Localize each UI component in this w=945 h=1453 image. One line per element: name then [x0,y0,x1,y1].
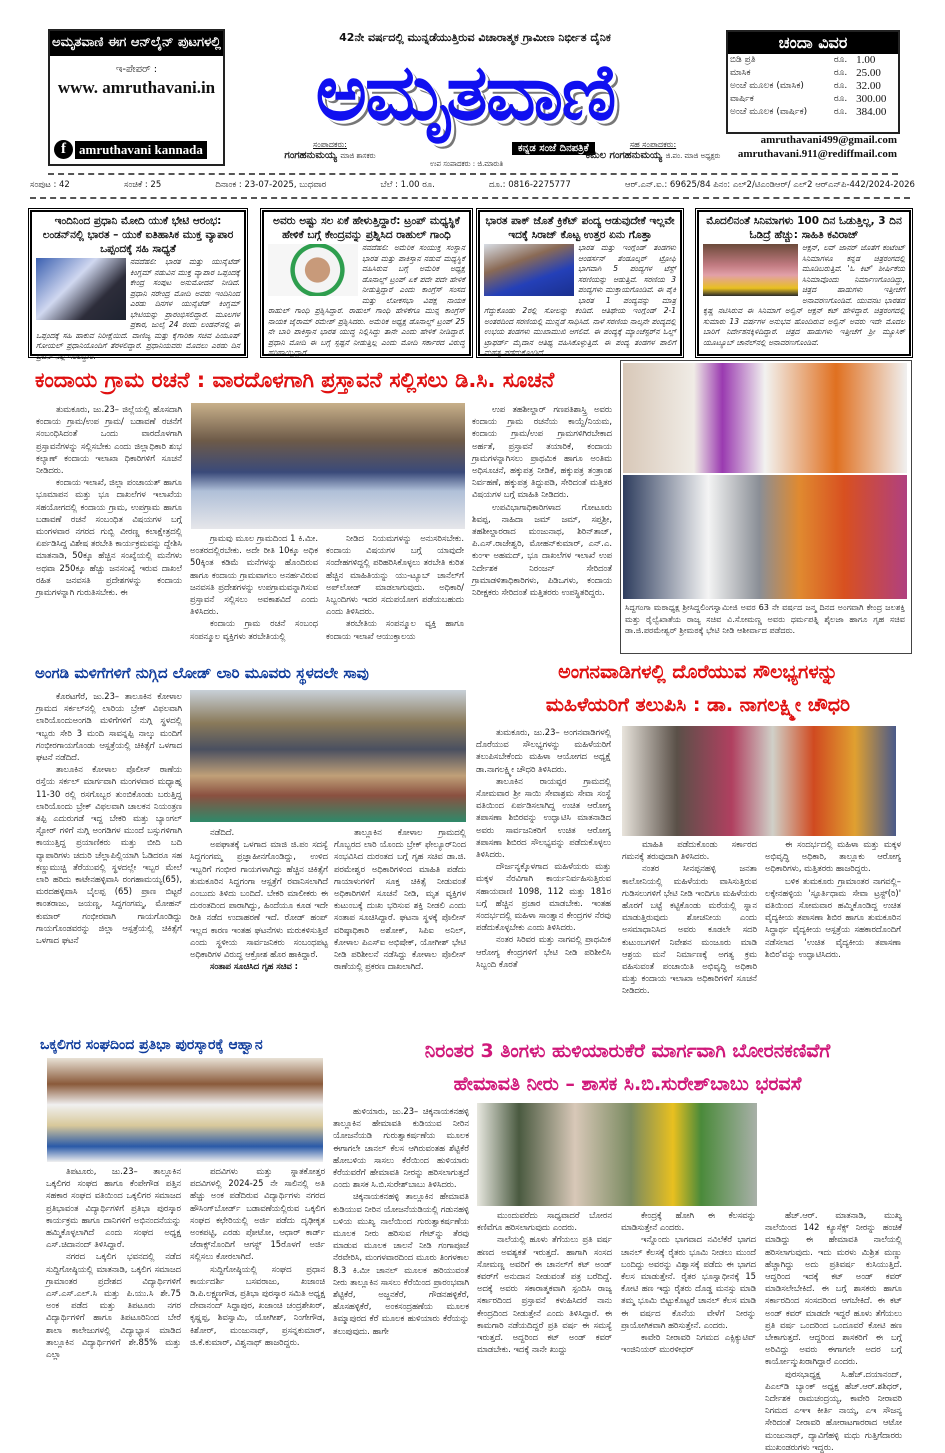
paragraph: ಕಂದಾಯ ಗ್ರಾಮ ರಚನೆ ಸಂಬಂಧ ಸಂಪನ್ಮೂಲ ವ್ಯಕ್ತಿಗಳು ತರಬೇತಿಯಲ್ಲಿ [190,618,318,641]
paragraph: ದೌರ್ಜನ್ಯಕ್ಕೊಳಗಾದ ಮಹಿಳೆಯರು ಮತ್ತು ಮಕ್ಕಳ ನೆರವಿಗಾಗಿ ಕಾರ್ಯನಿರ್ವಹಿಸುತ್ತಿರುವ ಸಹಾಯವಾಣಿ 1098, 112 ಮತ್ತು 181ರ ಬಗ್ಗೆ ಹೆಚ್ಚಿನ ಪ್ರಚಾರ ಮಾಡಬೇಕು. ಇಂತಹ ಸಂದರ್ಭದಲ್ಲಿ ಮಹಿಳಾ ಸಾಂತ್ವಾನ ಕೇಂದ್ರಗಳ ನೆರವು ಪಡೆದುಕೊಳ್ಳಬೇಕು ಎಂದು ತಿಳಿಸಿದರು. [476,861,611,933]
story2-column [190,826,328,1028]
paragraph: ನಂತರ ಸಿರಿವರ ಮತ್ತು ನಾಗವಲ್ಲಿ ಪ್ರಾಥಮಿಕ ಆರೋಗ್ಯ ಕೇಂದ್ರಗಳಿಗೆ ಭೇಟಿ ನೀಡಿ ಪರಿಶೀಲಿಸಿ ಸಿಬ್ಬಂದಿ ಕೊರತೆ [476,934,611,969]
paragraph: ನಂತರ ಸೀನಪ್ಪನಹಳ್ಳಿ ಜನತಾ ಕಾಲೋನಿಯಲ್ಲಿ ಮಹಿಳೆಯರು ವಾಸಿಸುತ್ತಿರುವ ಗುಡಿಸಲುಗಳಿಗೆ ಭೇಟಿ ನೀಡಿ ಇಂದಿಗೂ ಮಹಿಳೆಯರು ಹೊರಗೆ ಬಟ್ಟೆ ಕಟ್ಟಿಕೊಂಡು ಮರೆಯಲ್ಲಿ ಸ್ನಾನ ಮಾಡುತ್ತಿರುವುದು ಶೋಚನೀಯ ಎಂದು ಅಸಮಾಧಾನಿಸಿದ ಅವರು ಕೂಡಲೇ ಸದರಿ ಕುಟುಂಬಗಳಿಗೆ ನಿವೇಶನ ಮಂಜೂರು ಮಾಡಿ ಆಶ್ರಯ ಮನೆ ನಿರ್ಮಾಣಕ್ಕೆ ಅಗತ್ಯ ಕ್ರಮ ವಹಿಸುವಂತೆ ಪಂಚಾಯಿತಿ ಅಭಿವೃದ್ಧಿ ಅಧಿಕಾರಿ ಮತ್ತು ಕಂದಾಯ ಇಲಾಖಾ ಅಧಿಕಾರಿಗಳಿಗೆ ಸೂಚನೆ ನೀಡಿದರು. [622,863,757,996]
issue-number: ಸಂಚಿಕೆ : 25 [124,180,162,190]
editor-note: ಮಾಜಿ ಶಾಸಕರು [340,152,376,160]
facebook-icon: f [54,140,73,159]
coeditor-note: ಜಿ.ಪಂ. ಮಾಜಿ ಅಧ್ಯಕ್ಷರು [665,152,721,160]
sub-label: ಮಾಸಿಕ [730,68,751,78]
sub-currency: ರೂ. [833,55,848,65]
top-story-body: ನವದೆಹಲಿ: ಭಾರತ ಮತ್ತು ಯುನೈಟೆಡ್ ಕಿಂಗ್ಡಮ್ ನಡುವಿನ ಮುಕ್ತ ವ್ಯಾಪಾರ ಒಪ್ಪಂದಕ್ಕೆ ಕೇಂದ್ರ ಸಂಪುಟ ಅನುಮೋದನೆ ನೀಡಿದೆ. ಪ್ರಧಾನಿ ನರೇಂದ್ರ ಮೋದಿ ಅವರು ಇಂದಿನಿಂದ ಎರಡು ದಿನಗಳ ಯುನೈಟೆಡ್ ಕಿಂಗ್ಡಮ್ ಭೇಟಿಯನ್ನು ಪ್ರಾರಂಭಿಸಲಿದ್ದಾರೆ. ಮೂಲಗಳ ಪ್ರಕಾರ, ಜುಲೈ 24 ರಂದು ಲಂಡನ್‌ನಲ್ಲಿ ಈ ಒಪ್ಪಂದಕ್ಕೆ ಸಹಿ ಹಾಕುವ ನಿರೀಕ್ಷೆಯಿದೆ. ವಾಣಿಜ್ಯ ಮತ್ತು ಕೈಗಾರಿಕಾ ಸಚಿವ ಪಿಯೂಷ್ ಗೋಯಲ್ ಪ್ರಧಾನಿಯೊಂದಿಗೆ ತೆರಳಲಿದ್ದಾರೆ. ಪ್ರಧಾನಿಯವರು ಮೊದಲು ಎರಡು ದಿನ ಬ್ರಿಟನ್ ನಲ್ಲಿ ಇರಲಿದ್ದಾರೆ. [36,257,240,361]
sub-label: ಅಂಚೆ ಮೂಲಕ (ಮಾಸಿಕ) [730,81,804,91]
paragraph: ತಿಪಟೂರು, ಜು.23– ತಾಲ್ಲೂಕಿನ ಒಕ್ಕಲಿಗರ ಸಂಘದ ಹಾಗೂ ಕೆಂಪೇಗೌಡ ಪತ್ತಿನ ಸಹಕಾರ ಸಂಘದ ವತಿಯಿಂದ ಒಕ್ಕಲಿಗರ ಸಮಾಜದ ಪ್ರತಿಭಾವಂತ ವಿದ್ಯಾರ್ಥಿಗಳಿಗೆ ಪ್ರತಿಭಾ ಪುರಸ್ಕಾರ ಕಾರ್ಯಕ್ರಮ ಹಾಗೂ ದಾನಿಗಳಿಗೆ ಅಭಿನಂದನೆಯನ್ನು ಹಮ್ಮಿಕೊಳ್ಳಲಾಗಿದೆ ಎಂದು ಸಂಘದ ಅಧ್ಯಕ್ಷ ಎಸ್.ಚಿದಾನಂದ್ ತಿಳಿಸಿದ್ದಾರೆ. [46,1166,181,1250]
divider [48,173,898,175]
paragraph: ತಾಲ್ಲೂಕಿನ ಕೋಳಾಲ ಗ್ರಾಮದಲ್ಲಿ ಗೊಬ್ಬರದ ಲಾರಿ ಯೊಂದು ಬ್ರೇಕ್ ಫೇಲ್ಯೂರ್‌ನಿಂದ ಸಂಭವಿಸಿದ ದುರಂತದ ಬಗ್ಗೆ ಗೃಹ ಸಚಿವ ಡಾ.ಜಿ. ಪರಮೇಶ್ವರ ಅಧಿಕಾರಿಗಳಿಂದ ಮಾಹಿತಿ ಪಡೆದು ಗಾಯಾಳುಗಳಿಗೆ ಸೂಕ್ತ ಚಿಕಿತ್ಸೆ ನೀಡುವಂತೆ ಅಧಿಕಾರಿಗಳಿಗೆ ಸೂಚನೆ ನೀಡಿ, ಮೃತ ವ್ಯಕ್ತಿಗಳ ಕುಟುಂಬಕ್ಕೆ ದುಃಖ ಭರಿಸುವ ಶಕ್ತಿ ನೀಡಲಿ ಎಂದು ಸಂತಾಪ ಸೂಚಿಸಿದ್ದಾರೆ. ಘಟನಾ ಸ್ಥಳಕ್ಕೆ ಪೊಲೀಸ್ ವರಿಷ್ಠಾಧಿಕಾರಿ ಅಶೋಕ್, ಸಿಪಿಐ ಅನಿಲ್, ಕೋಳಾಲ ಪಿಎಸ್‌ಐ ಅಭಿಷೇಕ್, ಯೋಗೀಶ್ ಭೇಟಿ ನೀಡಿ ಪರಿಶೀಲನೆ ನಡೆಸಿದ್ದು ಕೋಳಾಲ ಪೊಲೀಸ್ ಠಾಣೆಯಲ್ಲಿ ಪ್ರಕರಣ ದಾಖಲಾಗಿದೆ. [334,827,466,972]
sub-label: ಅಂಚೆ ಮೂಲಕ (ವಾರ್ಷಿಕ) [730,107,808,117]
story1-column [326,532,464,655]
volume: ಸಂಪುಟ : 42 [30,180,70,190]
top-story-body: ನವದೆಹಲಿ: ಅಮೆರಿಕ ಸಂಯುಕ್ತ ಸಂಸ್ಥಾನ ಭಾರತ ಮತ್ತು ಪಾಕಿಸ್ತಾನ ನಡುವೆ ಮಧ್ಯಸ್ಥಿಕೆ ವಹಿಸಿರುವ ಬಗ್ಗೆ ಅಮೆರಿಕ ಅಧ್ಯಕ್ಷ ಡೊನಾಲ್ಡ್ ಟ್ರಂಪ್ ಏಕೆ ಪದೇ ಪದೇ ಹೇಳಿಕೆ ನೀಡುತ್ತಿದ್ದಾರೆ ಎಂದು ಕಾಂಗ್ರೆಸ್ ಸಂಸದ ಮತ್ತು ಲೋಕಸಭಾ ವಿಪಕ್ಷ ನಾಯಕ ರಾಹುಲ್ ಗಾಂಧಿ ಪ್ರಶ್ನಿಸಿದ್ದಾರೆ. ರಾಹುಲ್ ಗಾಂಧಿ ಹೇಳಿಕೆಗೂ ಮುನ್ನ ಕಾಂಗ್ರೆಸ್ ನಾಯಕ ಜೈರಾಮ್ ರಮೇಶ್ ಪ್ರಶ್ನಿಸಿದರು. ಅಮೆರಿಕ ಅಧ್ಯಕ್ಷ ಡೊನಾಲ್ಡ್ ಟ್ರಂಪ್ 25 ನೇ ಬಾರಿ ಪಾಕಿಸ್ತಾನ ಭಾರತ ಯುದ್ಧ ನಿಲ್ಲಿಸಿದ್ದು ತಾನೇ ಎಂದು ಹೇಳಿಕೆ ನೀಡಿದ್ದಾರೆ. ಪ್ರಧಾನಿ ಮೋದಿ ಈ ಬಗ್ಗೆ ಸ್ಪಷ್ಟನೆ ನೀಡುತ್ತಿಲ್ಲ ಎಂದು ಮೋದಿ ಸರ್ಕಾರದ ವಿರುದ್ಧ ಹರಿಹಾಯ್ದಿದ್ದಾರೆ. [268,243,465,357]
subscription-row [728,80,898,93]
paragraph: ಗ್ರಾಮವು ಮೂಲ ಗ್ರಾಮದಿಂದ 1 ಕಿ.ಮೀ. ಅಂತರದಲ್ಲಿರಬೇಕು. ಅದೇ ರೀತಿ 10ಕ್ಕೂ ಅಧಿಕ 50ಕ್ಕಿಂತ ಕಡಿಮೆ ಮನೆಗಳನ್ನು ಹೊಂದಿರುವ ಹಾಗೂ ಕಂದಾಯ ಗ್ರಾಮವಾಗಲು ಅನರ್ಹವಿರುವ ಜನವಸತಿ ಪ್ರದೇಶಗಳನ್ನು ಉಪಗ್ರಾಮವನ್ನಾಗಿಸುವ ಪ್ರಸ್ತಾವನೆ ಸಲ್ಲಿಸಲು ಅವಕಾಶವಿದೆ ಎಂದು ತಿಳಿಸಿದರು. [190,533,318,617]
newspaper-logo: ಅಮೃತವಾಣಿ [315,48,615,138]
promo-heading: ಅಮೃತವಾಣಿ ಈಗ ಆನ್‌ಲೈನ್ ಪುಟಗಳಲ್ಲಿ [50,31,223,56]
paragraph: ತಾಲೂಕಿನ ರಾಯವ್ಪರ ಗ್ರಾಮದಲ್ಲಿ ಸೋಮವಾರ ಶ್ರೀ ಸಾಯಿ ಸೇವಾಶ್ರಮ ಸೇವಾ ಸಂಸ್ಥೆ ವತಿಯಿಂದ ಏರ್ಪಡಿಸಲಾಗಿದ್ದ ಉಚಿತ ಆರೋಗ್ಯ ತಪಾಸಣಾ ಶಿಬಿರವನ್ನು ಉದ್ಘಾಟಿಸಿ ಮಾತನಾಡಿದ ಅವರು ಸಾರ್ವಜನಿಕರಿಗೆ ಉಚಿತ ಆರೋಗ್ಯ ತಪಾಸಣಾ ಶಿಬಿರದ ಸೌಲಭ್ಯವನ್ನು ಪಡೆದುಕೊಳ್ಳಲು ತಿಳಿಸಿದರು. [476,775,611,860]
story3-headline-line2: ಮಹಿಳೆಯರಿಗೆ ತಲುಪಿಸಿ : ಡಾ. ನಾಗಲಕ್ಷ್ಮೀ ಚೌಧರಿ [545,694,851,716]
paragraph: ಅಪಘಾತಕ್ಕೆ ಒಳಗಾದ ಮಾಜಿ ಜಿ.ಪಂ ಸದಸ್ಯೆ ಸಿದ್ದಗಂಗಮ್ಮ ಪ್ರಜ್ಞಾಹೀನಗೊಂಡಿದ್ದು, ಉಳಿದ ಇಬ್ಬರಿಗೆ ಗಂಭೀರ ಗಾಯಗಳಾಗಿದ್ದು ಹೆಚ್ಚಿನ ಚಿಕಿತ್ಸೆಗೆ ತುಮಕೂರಿನ ಸಿದ್ದಗಂಗಾ ಆಸ್ಪತ್ರೆಗೆ ರವಾನಿಸಲಾಗಿದೆ ಎಂಬುದು ತಿಳಿದು ಬಂದಿದೆ. ಬೇಕರಿ ಮಾಲೀಕರು ಈ ದುರಂತದಿಂದ ಪಾರಾಗಿದ್ದು, ಹಿಂದೆಯೂ ಕೂಡ ಇದೇ ರೀತಿ ನಡೆದ ಉದಾಹರಣೆ ಇದೆ. ರೋಡ್ ಹಂಪ್ ಇಲ್ಲದ ಕಾರಣ ಇಂತಹ ಘಟನೆಗಳು ಮರುಕಳಿಸುತ್ತಿವೆ ಎಂದು ಸ್ಥಳೀಯ ಸಾರ್ವಜನಿಕರು ಸಂಬಂಧಪಟ್ಟ ಅಧಿಕಾರಿಗಳ ವಿರುದ್ಧ ಆಕ್ರೋಶ ಹೊರ ಹಾಕಿದ್ದಾರೆ. [190,839,328,960]
sub-currency: ರೂ. [833,94,848,104]
story5-headline-line1: ನಿರಂತರ 3 ತಿಂಗಳು ಹುಳಿಯಾರುಕೆರೆ ಮಾರ್ಗವಾಗಿ ಬೋರನಕಣಿವೆಗೆ [424,1040,831,1062]
website-link[interactable]: www. amruthavani.in [57,78,216,97]
photo-film-event [703,244,798,296]
top-story-box[interactable] [478,210,682,356]
photo-feature-box [620,360,912,654]
paragraph: ಉಪವಿಭಾಗಾಧಿಕಾರಿಗಳಾದ ಗೋಟೂರು ಶಿವಪ್ಪ, ನಾಹಿದಾ ಜಮ್ ಜಮ್, ಸಪ್ತಶ್ರೀ, ತಹಶೀಲ್ದಾರರಾದ ಮಂಜುನಾಥ, ಶಿರಿನ್‌ತಾಜ್, ಪಿ.ಎಸ್.ರಾಜೇಶ್ವರಿ, ಮೋಹನ್‌ಕುಮಾರ್, ಎನ್.ಎ. ಕುಂಞ ಅಹಮದ್, ಭೂ ದಾಖಲೆಗಳ ಇಲಾಖೆ ಉಪ ನಿರ್ದೇಶಕ ನಿರಂಜನ್ ಸೇರಿದಂತೆ ಗ್ರಾಮಾಡಳಿತಾಧಿಕಾರಿಗಳು, ಪಿಡಿಒಗಳು, ಕಂದಾಯ ನಿರೀಕ್ಷಕರು ಸೇರಿದಂತೆ ಮತ್ತಿತರರು ಉಪಸ್ಥಿತರಿದ್ದರು. [472,501,612,598]
top-story-headline: ಭಾರತ ಪಾಕ್ ಜೊತೆ ಕ್ರಿಕೆಟ್ ಪಂದ್ಯ ಆಡುವುದೇಕೆ ಇಲ್ಲವೇ ಇದಕ್ಕೆ ಸಿರಾಜ್ ಕೊಟ್ಟ ಉತ್ತರ ಏನು ಗೊತ್ತಾ [485,215,675,241]
paragraph: ತರಬೇತಿಯ ಸಂಪನ್ಮೂಲ ವ್ಯಕ್ತಿ ಹಾಗೂ ಕಂದಾಯ ಇಲಾಖೆ ಆಯುಕ್ತಾಲಯ [326,618,464,641]
paragraph: ತಾಲೂಕಿನ ಕೋಳಾಲ ಪೊಲೀಸ್ ಠಾಣೆಯ ರಸ್ತೆಯ ಸರ್ಕಲ್ ಮಾರ್ಗವಾಗಿ ಮಂಗಳವಾರ ಮಧ್ಯಾಹ್ನ 11-30 ರಲ್ಲಿ ರಸಗೊಬ್ಬರ ತುಂಬಿಕೊಂಡು ಬರುತ್ತಿದ್ದ ಲಾರಿಯೊಂದು ಬ್ರೇಕ್ ವಿಫಲವಾಗಿ ಚಾಲಕನ ನಿಯಂತ್ರಣ ತಪ್ಪಿ ಎದುರುಗಡೆ ಇದ್ದ ಬೇಕರಿ ಮತ್ತು ಬ್ಯಾಂಗಲ್ ಸ್ಟೋರ್ ಗಳಿಗೆ ನುಗ್ಗಿ ಅಂಗಡಿಗಳ ಮುಂದೆ ಬಸ್ಸುಗಳಿಗಾಗಿ ಕಾಯುತ್ತಿದ್ದ ಪ್ರಯಾಣಿಕರು ಮತ್ತು ಬೀದಿ ಬದಿ ವ್ಯಾಪಾರಿಗಳು ಚದುರಿ ಚೆಲ್ಲಾಪಿಲ್ಲಿಯಾಗಿ ಓಡಿದರೂ ಸಹ ಕಣ್ಣುಮುಚ್ಚಿ ತೆರೆಯುವಲ್ಲಿ ಸ್ಥಳದಲ್ಲೇ ಇಬ್ಬರ ಮೇಲೆ ಲಾರಿ ಹರಿದು ಕಾಟೇನಹಳ್ಳಿವಾಸಿ ರಂಗಹಾಮಯ್ಯ(65), ಮರದಹಳ್ಳಿವಾಸಿ ಬೈಲಪ್ಪ (65) ಪ್ರಾಣ ಬಿಟ್ಟರೆ ಕಾಂತರಾಜು, ಜಯಣ್ಣ, ಸಿದ್ದಗಂಗಮ್ಮ, ಮೋಹನ್ ಕುಮಾರ್ ಗಂಭೀರವಾಗಿ ಗಾಯಗೊಂಡಿದ್ದು ಗಾಯಗೊಂಡವರನ್ನು ಜಿಲ್ಲಾ ಆಸ್ಪತ್ರೆಯಲ್ಲಿ ಚಿಕಿತ್ಸೆಗೆ ಒಳಗಾದ ಘಟನೆ [36,764,182,946]
sub-editor: ಉಪ ಸಂಪಾದಕರು : ಜಿ.ಮಾರುತಿ [430,160,504,168]
paragraph: ನಡೆದಿದೆ. [210,827,235,837]
sub-currency: ರೂ. [833,107,848,117]
sub-currency: ರೂ. [833,68,848,78]
paragraph: ನೀಡಿದ ನಿಯಮಗಳನ್ನು ಅನುಸರಿಸಬೇಕು. ಕಂದಾಯ ವಿಷಯಗಳ ಬಗ್ಗೆ ಯಾವುದೇ ಸಂದೇಹಗಳಿದ್ದಲ್ಲಿ ಪರಿಹರಿಸಿಕೊಳ್ಳಲು ತರಬೇತಿ ಕುರಿತ ಹೆಚ್ಚಿನ ಮಾಹಿತಿಯನ್ನು ಯು-ಟ್ಯೂಬ್ ಚಾನೆಲ್‌ಗೆ ಅಪ್‌ಲೋಡ್ ಮಾಡಲಾಗುವುದು. ಅಧಿಕಾರಿ/ಸಿಬ್ಬಂದಿಗಳು ಇದರ ಸದುಪಯೋಗ ಪಡೆಯಬಹುದು ಎಂದು ತಿಳಿಸಿದರು. [326,533,464,617]
photo-training-audience [191,403,465,529]
contact-emails [735,133,897,161]
sub-label: ವಾರ್ಷಿಕ [730,94,754,104]
paragraph: ತುಮಕೂರು, ಜು.23– ಅಂಗನವಾಡಿಗಳಲ್ಲಿ ದೊರೆಯುವ ಸೌಲಭ್ಯಗಳನ್ನು ಮಹಿಳೆಯರಿಗೆ ತಲುಪಿಸಬೇಕೆಂದು ಮಹಿಳಾ ಆಯೋಗದ ಅಧ್ಯಕ್ಷೆ ಡಾ.ನಾಗಲಕ್ಷ್ಮೀ ಚೌಧರಿ ತಿಳಿಸಿದರು. [476,727,611,774]
sub-amount: 384.00 [856,106,887,118]
coeditor-name: ಕಮಲ ಗಂಗಹನುಮಯ್ಯ [585,150,663,161]
paragraph: ನಾಲೆಯಲ್ಲಿ ಹೂಳು ತೆಗೆಯಲು ಪ್ರತಿ ವರ್ಷ ಹಣದ ಅವಶ್ಯಕತೆ ಇರುತ್ತದೆ. ಹಾಗಾಗಿ ಸಂಸದ ಸೋಮಣ್ಣ ಅವರಿಗೆ ಈ ಚಾನಲ್‌ಗೆ ಕಟ್ ಅಂಡ್ ಕವರ್‌ಗೆ ಅನುದಾನ ನೀಡುವಂತೆ ಪತ್ರ ಬರೆದಿದ್ದೆ. ಅದಕ್ಕೆ ಅವರು ಸಕಾರಾತ್ಮಕವಾಗಿ ಸ್ಪಂದಿಸಿ ರಾಜ್ಯ ಸರ್ಕಾರದಿಂದ ಪ್ರಸ್ತಾವನೆ ಕಳುಹಿಸಿದರೆ ನಾನು ಕೇಂದ್ರದಿಂದ ನೀಡುತ್ತೇನೆ ಎಂದು ತಿಳಿಸಿದ್ದಾರೆ. ಈ ಕಾಮಗಾರಿ ನಡೆಯದಿದ್ದರೆ ಪ್ರತಿ ವರ್ಷ ಈ ಸಮಸ್ಯೆ ಇರುತ್ತದೆ. ಅದ್ದರಿಂದ ಕಟ್ ಅಂಡ್ ಕವರ್ ಮಾಡಬೇಕು. ಇದಕ್ಕೆ ನಾನೇ ಖುದ್ದು [477,1234,612,1355]
facebook-link[interactable] [54,140,207,159]
coeditor-block [578,140,728,161]
photo-swamiji-visit-2 [623,475,907,599]
top-story-body: ಆಕ್ಷನ್, ಲವ್ ಜಾನರ್ ಜೊತೆಗೆ ಕಂಟೆಂಟ್ ಸಿನಿಮಾಗಳೂ ಕನ್ನಡ ಚಿತ್ರರಂಗದಲ್ಲಿ ಮೂಡಿಬರುತ್ತಿವೆ. 'ಓ ಕಿಟ್' ಶೀರ್ಷಿಕೆಯ ಸಿನಿಮಾವೊಂದು ನಿರ್ಮಾಣಗೊಂಡಿದ್ದು, ಚಿತ್ರದ ಹಾಡುಗಳು ಇತ್ತೀಚೆಗೆ ಅನಾವರಣಗೊಂಡಿವೆ. ಯುವನಟ ಭಾರತದ ಕೃಷ್ಣ ನಟಿಸಿರುವ ಈ ಸಿನಿಮಾಗೆ ಅಲ್ವಿನ್ ಆಕ್ಷನ್ ಕಟ್ ಹೇಳಿದ್ದಾರೆ. ಚಿತ್ರರಂಗದಲ್ಲಿ ಸುಮಾರು 13 ವರ್ಷಗಳ ಅನುಭವ ಹೊಂದಿರುವ ಅಲ್ವಿನ್ ಅವರು ಇದೇ ಮೊದಲ ಬಾರಿಗೆ ನಿರ್ದೇಶನಕ್ಕಿಳಿದಿದ್ದಾರೆ. ಚಿತ್ರದ ಹಾಡುಗಳು ಇತ್ತೀಚೆಗೆ ಶ್ರೀ ಮ್ಯೂಸಿಕ್ ಯೂಟ್ಯೂಬ್ ಚಾನೆಲ್‌ನಲ್ಲಿ ಅನಾವರಣಗೊಂಡಿವೆ. [703,243,905,347]
paragraph: ಕೇಂದ್ರಕ್ಕೆ ಹೋಗಿ ಈ ಕೆಲಸವನ್ನು ಮಾಡಿಸುತ್ತೇನೆ ಎಂದರು. [621,1210,756,1233]
photo-anganwadi-women [622,726,896,836]
sub-amount: 32.00 [856,80,881,92]
story4-headline: ಒಕ್ಕಲಿಗರ ಸಂಘದಿಂದ ಪ್ರತಿಭಾ ಪುರಸ್ಕಾರಕ್ಕೆ ಆಹ್ವಾನ [40,1037,263,1053]
top-story-body: ಭಾರತ ಮತ್ತು ಇಂಗ್ಲೆಂಡ್ ತಂಡಗಳು ಆಂಡರ್ಸನ್ ತೆಂಡೂಲ್ಕರ್ ಟ್ರೋಫಿ ಭಾಗವಾಗಿ 5 ಪಂದ್ಯಗಳ ಟೆಸ್ಟ್ ಸರಣಿಯನ್ನು ಆಡುತ್ತಿವೆ. ಸರಣಿಯ 3 ಪಂದ್ಯಗಳು ಮುಕ್ತಾಯಗೊಂಡಿವೆ. ಈ ಪೈಕಿ ಭಾರತ 1 ಪಂದ್ಯವನ್ನು ಮಾತ್ರ ಗೆದ್ದುಕೊಂಡು 2ರಲ್ಲಿ ಸೋಲನ್ನು ಕಂಡಿದೆ. ಆತಿಥೇಯ ಇಂಗ್ಲೆಂಡ್ 2-1 ಅಂತರದಿಂದ ಸರಣಿಯಲ್ಲಿ ಮುನ್ನಡೆ ಸಾಧಿಸಿದೆ. ನಾಳೆ ಸರಣಿಯ ನಾಲ್ಕನೇ ಪಂದ್ಯದಲ್ಲಿ ಉಭಯ ತಂಡಗಳು ಮುಖಾಮುಖಿ ಆಗಲಿವೆ. ಈ ಪಂದ್ಯಕ್ಕೆ ಮ್ಯಾಂಚೆಸ್ಟರ್‌ನ ಓಲ್ಡ್ ಟ್ರಾಫರ್ಡ್ ಮೈದಾನ ಆತಿಥ್ಯ ವಹಿಸಿಕೊಳ್ಳುತ್ತಿದೆ. ಈ ಪಂದ್ಯ ತಂಡಗಳ ಪಾಲಿಗೆ ಮಹತ್ವ ಪಡೆದುಕೊಂಡಿದೆ. [484,243,676,357]
story3-column [476,726,611,1030]
paragraph: ಈ ಸಂದರ್ಭದಲ್ಲಿ ಮಹಿಳಾ ಮತ್ತು ಮಕ್ಕಳ ಅಭಿವೃದ್ಧಿ ಅಧಿಕಾರಿ, ತಾಲ್ಲೂಕು ಆರೋಗ್ಯ ಅಧಿಕಾರಿಗಳು, ಮತ್ತಿತರರು ಹಾಜರಿದ್ದರು. [765,839,901,874]
subheading: ಸಂತಾಪ ಸೂಚಿಸಿದ ಗೃಹ ಸಚಿವ : [210,961,298,972]
paragraph: ಕಾವೇರಿ ನೀರಾವರಿ ನಿಗಮದ ಎಕ್ಸಿಕ್ಯುಟಿವ್ ಇಂಜಿನಿಯರ್ ಮುರಳೀಧರ್ [621,1332,756,1355]
story3-headline-line1: ಅಂಗನವಾಡಿಗಳಲ್ಲಿ ದೊರೆಯುವ ಸೌಲಭ್ಯಗಳನ್ನು [558,661,838,683]
paragraph: ಕಂದಾಯ ಇಲಾಖೆ, ಜಿಲ್ಲಾ ಪಂಚಾಯತ್ ಹಾಗೂ ಭೂಮಾಪನ ಮತ್ತು ಭೂ ದಾಖಲೆಗಳ ಇಲಾಖೆಯ ಸಹಯೋಗದಲ್ಲಿ ಕಂದಾಯ ಗ್ರಾಮ, ಉಪಗ್ರಾಮ ಹಾಗೂ ಬಡಾವಣೆ ರಚನೆ ಸಂಬಂಧಿತ ವಿಷಯಗಳ ಬಗ್ಗೆ ಮಂಗಳವಾರ ನಗರದ ಗುಬ್ಬಿ ವೀರಣ್ಣ ಕಲಾಕ್ಷೇತ್ರದಲ್ಲಿ ಏರ್ಪಡಿಸಿದ್ದ ವಿಶೇಷ ತರಬೇತಿ ಕಾರ್ಯಕ್ರಮವನ್ನು ದ್ದೇಶಿಸಿ ಮಾತನಾಡಿ, 50ಕ್ಕೂ ಹೆಚ್ಚಿನ ಸಂಖ್ಯೆಯಲ್ಲಿ ಮನೆಗಳು ಅಥವಾ 250ಕ್ಕೂ ಹೆಚ್ಚು ಜನಸಂಖ್ಯೆ ಇರುವ ದಾಖಲೆ ರಹಿತ ಜನವಸತಿ ಪ್ರದೇಶಗಳನ್ನು ಕಂದಾಯ ಗ್ರಾಮಗಳನ್ನಾಗಿ ಗುರುತಿಸಬೇಕು. ಈ [36,477,182,598]
photo-hemavati-canal [477,1103,757,1206]
online-promo-box [48,29,225,166]
facebook-handle: amruthavani kannada [75,141,207,159]
subscription-table [728,54,898,119]
paragraph: ಕೊರಟಗೆರೆ, ಜು.23– ತಾಲೂಕಿನ ಕೋಳಾಲ ಗ್ರಾಮದ ಸರ್ಕಲ್‌ನಲ್ಲಿ ಲಾರಿಯ ಬ್ರೇಕ್ ವಿಫಲವಾಗಿ ಲಾರಿಯೊಂದುಅಂಗಡಿ ಮಳಿಗೆಗಳಿಗೆ ನುಗ್ಗಿ ಸ್ಥಳದಲ್ಲಿ ಇಬ್ಬರು ಸೇರಿ 3 ಮಂದಿ ಸಾವನ್ನಪ್ಪಿ ನಾಲ್ಕು ಮಂದಿಗೆ ಗಂಭೀರಗಾಯಗೊಂಡು ಆಸ್ಪತ್ರೆಯಲ್ಲಿ ಚಿಕಿತ್ಸೆಗೆ ಒಳಗಾದ ಘಟನೆ ನಡೆದಿದೆ. [36,691,182,763]
sub-amount: 1.00 [856,54,876,66]
story3-column [622,838,757,1030]
paragraph: ಚಿಕ್ಕನಾಯಕನಹಳ್ಳಿ ತಾಲ್ಲೂಕಿನ ಹೇಮಾವತಿ ಕುಡಿಯುವ ನೀರಿನ ಯೋಜನೆಯಡಿಯಲ್ಲಿ ಗಡುನಹಳ್ಳಿ ಬಳಿಯ ಮುಖ್ಯ ನಾಲೆಯಿಂದ ಗುರುತ್ವಾಕರ್ಷಣೆಯ ಮೂಲಕ ನೀರು ಹರಿಸುವ ಗೇಟ್‌ನ್ನು ತೆರವು ಮಾಡುವ ಮೂಲಕ ಚಾಲನೆ ನೀಡಿ ಗಂಗಾಪೂಜೆ ನೆರವೇರಿಸಿ, ಮಂಗಳವಾರದಿಂದ ಮೂರು ತಿಂಗಳಕಾಲ 8.3 ಕಿ.ಮೀ ಚಾನಲ್ ಮೂಲಕ ಹರಿಯುವಂತೆ ನೀರು ತಾಲ್ಲೂಕಿನ ಸಾಸಲು ಕೆರೆಯಿಂದ ಪ್ರಾರಂಭವಾಗಿ ಶೆಟ್ಟಿಕೆರೆ, ಅಜ್ಜನಕೆರೆ, ಗೌಡನಹಳ್ಳಿಕೆರೆ, ಹೊಸಹಳ್ಳಿಕೆರೆ, ಅಂಕಸಂದ್ರಹಣೆಯ ಮೂಲಕ ತಿಮ್ಮಾಪುರದ ಕೆರೆ ಮೂಲಕ ಹುಳಿಯಾರು ಕೆರೆಯನ್ನು ತಲುಪುವುದು. ಹಾಗೇ [333,1191,469,1336]
sub-currency: ರೂ. [833,81,848,91]
story5-column [477,1209,612,1410]
top-story-headline: ಮೊದಲಿನಂತೆ ಸಿನಿಮಾಗಳು 100 ದಿನ ಓಡುತ್ತಿಲ್ಲ, 3 ದಿನ ಓಡಿದ್ರೆ ಹೆಚ್ಚು: ಸಾಹಿತಿ ಕವಿರಾಜ್ [706,215,902,241]
story5-column [765,1209,902,1452]
issue-info-bar [30,180,915,190]
registration: ಆರ್.ಎನ್.ಐ.: 69625/84 ಪಿನಂ: ಎಲ್2/ಟಿಎಂಡಿಆರ್/ ಎಲ್2 ಆರ್‌ಎನ್‌ಪಿ-442/2024-2026 [624,180,915,190]
story1-column [472,403,612,655]
photo-modi-starmer [36,258,126,320]
paragraph: ಹೆಚ್.ಆರ್. ಮಾತನಾಡಿ, ಮುಖ್ಯ ನಾಲೆಯಿಂದ 142 ಕ್ಯೂಸೆಕ್ಸ್ ನೀರನ್ನು ಹಂಚಿಕೆ ಮಾಡಿದ್ದು ಈ ಹೇಮಾವತಿ ನಾಲೆಯಲ್ಲಿ ಹರಿಸಲಾಗುವುದು. ಇದು ಮರಳು ಮಿಶ್ರಿತ ಮಣ್ಣು ಹೆಚ್ಚಾಗಿದ್ದು ಅದು ಪ್ರತಿವರ್ಷ ಕುಸಿಯುತ್ತಿದೆ. ಆದ್ದರಿಂದ ಇದಕ್ಕೆ ಕಟ್ ಅಂಡ್ ಕವರ್ ಮಾಡಿಸಲೇಬೇಕಿದೆ. ಈ ಬಗ್ಗೆ ಶಾಸಕರು ಹಾಗೂ ಸರ್ಕಾರದಿಂದ ಸಂಸದರಿಂದ ಆಗಬೇಕಿದೆ. ಈ ಕಟ್ ಅಂಡ್ ಕವರ್ ಮಾಡದೇ ಇದ್ದರೆ ಹೂಳು ತೆಗೆಯಲು ಪ್ರತಿ ವರ್ಷ ಒಂದರಿಂದ ಒಂದೂವರೆ ಕೋಟಿ ಹಣ ಬೇಕಾಗುತ್ತದೆ. ಆದ್ದರಿಂದ ಶಾಸಕರಿಗೆ ಈ ಬಗ್ಗೆ ಅರಿವಿದ್ದು ಅವರು ಈಗಾಗಲೇ ಅದರ ಬಗ್ಗೆ ಕಾರ್ಯೋನ್ಮುಖರಾಗಿದ್ದಾರೆ ಎಂದರು. [765,1210,902,1367]
photo-okkaliga-sangha [47,1058,323,1162]
divider [30,197,910,199]
subscription-row [728,106,898,119]
sub-amount: 300.00 [856,93,887,105]
story5-column [333,1105,469,1410]
paragraph: ಸುದ್ದಿಗೋಷ್ಠಿಯಲ್ಲಿ ಸಂಘದ ಪ್ರಧಾನ ಕಾರ್ಯದರ್ಶಿ ಬಸವರಾಜು, ಖಜಾಂಚಿ ಡಿ.ಪಿ.ಲಕ್ಷ್ಮಣಗೌಡ, ಪ್ರತಿಭಾ ಪುರಸ್ಕಾರ ಸಮಿತಿ ಅಧ್ಯಕ್ಷ ದೇವಾನಂದ್ ಸಿದ್ದಾಪುರ, ಖಜಾಂಚಿ ಚಂದ್ರಶೇಖರ್, ಕೃಷ್ಣಪ್ಪ, ಶಿವಸ್ವಾಮಿ, ಯೋಗೀಶ್, ನಿಂಗೇಗೌಡ, ಕಿಶೋರ್, ಮಂಜುನಾಥ್, ಪ್ರಸನ್ನಕುಮಾರ್, ಜಿ.ಕೆ.ಕುಮಾರ್, ವಿಶ್ವನಾಥ್ ಹಾಜರಿದ್ದರು. [190,1263,325,1347]
tagline: 42ನೇ ವರ್ಷದಲ್ಲಿ ಮುನ್ನಡೆಯುತ್ತಿರುವ ವಿಚಾರಾತ್ಮಕ ಗ್ರಾಮೀಣ ನಿರ್ಭೀತ ದೈನಿಕ [339,31,611,44]
photo-caption: ಸಿದ್ದಗಂಗಾ ಮಠಾಧ್ಯಕ್ಷ ಶ್ರೀಸಿದ್ದಲಿಂಗಸ್ವಾಮೀಜಿ ಅವರ 63 ನೇ ವರ್ಷದ ಜನ್ಮ ದಿನದ ಅಂಗವಾಗಿ ಕೇಂದ್ರ ಜಲಶಕ್ತಿ ಮತ್ತು ರೈಲ್ವೆಖಾತೆಯ ರಾಜ್ಯ ಸಚಿವ ವಿ.ಸೋಮಣ್ಣ ಅವರು ಧರ್ಮಪತ್ನಿ ಶೈಲಜಾ ಹಾಗೂ ಗೃಹ ಸಚಿವ ಡಾ.ಜಿ.ಪರಮೇಶ್ವರ್ ಶ್ರೀಮಠಕ್ಕೆ ಭೇಟಿ ನೀಡಿ ಆಶೀರ್ವಾದ ಪಡೆದರು. [625,602,905,635]
photo-siraj-press [484,244,574,296]
top-story-box[interactable] [30,210,246,361]
issue-date: ದಿನಾಂಕ : 23-07-2025, ಬುಧವಾರ [215,180,327,190]
editor-role: ಸಂಪಾದಕರು: [313,140,347,149]
epaper-label: ಇ-ಪೇಪರ್ : [115,64,158,75]
sub-amount: 25.00 [856,67,881,79]
subscription-row [728,93,898,106]
editor-block [240,140,420,161]
photo-rahul-gandhi [268,244,358,296]
story5-column [621,1209,756,1410]
paragraph: ಬಳಿಕ ತುಮಕೂರು ಗ್ರಾಮಾಂತರ ನಾಗವಲ್ಲಿ–ಲಕ್ಕೇನಹಳ್ಳಿಯ 'ಸ್ಫೂರ್ತಿಧಾಮ ಸೇವಾ ಟ್ರಸ್ಟ್(ರಿ)' ವತಿಯಿಂದ ಸೋಮವಾರ ಹಮ್ಮಿಕೊಂಡಿದ್ದ ಉಚಿತ ವೈದ್ಯಕೀಯ ತಪಾಸಣಾ ಶಿಬಿರ ಹಾಗೂ ತುಮಕೂರಿನ ಸಿದ್ಧಾರ್ಥ ವೈದ್ಯಕೀಯ ಆಸ್ಪತ್ರೆಯ ಸಹಕಾರದೊಂದಿಗೆ ನಡೆಸಲಾದ 'ಉಚಿತ ವೈದ್ಯಕೀಯ ತಪಾಸಣಾ ಶಿಬಿರ'ವನ್ನು ಉದ್ಘಾಟಿಸಿದರು. [765,875,901,959]
story3-column [765,838,901,1030]
paragraph: ಹುಳಿಯಾರು, ಜು.23– ಚಿಕ್ಕನಾಯಕನಹಳ್ಳಿ ತಾಲ್ಲೂಕಿನ ಹೇಮಾವತಿ ಕುಡಿಯುವ ನೀರಿನ ಯೋಜನೆಯಡಿ ಗುರುತ್ವಾಕರ್ಷಣೆಯ ಮೂಲಕ ಈಗಾಗಲೇ ಚಾನಲ್ ಕೆಲಸ ಆಗಿರುವಂತಹ ಶೆಟ್ಟಿಕೆರೆ ಹೋಬಳಿಯ ಸಾಸಲು ಕೆರೆಯಿಂದ ಹುಳಿಯಾರು ಕೆರೆಯವರೆಗೆ ಹೇಮಾವತಿ ನೀರನ್ನು ಹರಿಸಲಾಗುತ್ತದೆ ಎಂದು ಶಾಸಕ ಸಿ.ಬಿ.ಸುರೇಶ್‌ಬಾಬು ತಿಳಿಸಿದರು. [333,1106,469,1190]
paragraph: ಉಪ ತಹಶೀಲ್ದಾರ್ ಗಣಪತಿಶಾಸ್ತ್ರಿ ಅವರು ಕಂದಾಯ ಗ್ರಾಮ ರಚನೆಯ ಕಾಯ್ದೆ/ನಿಯಮ, ಕಂದಾಯ ಗ್ರಾಮ/ಉಪ ಗ್ರಾಮಗಳಿಗಿರಬೇಕಾದ ಅರ್ಹತೆ, ಪ್ರಸ್ತಾವನೆ ತಯಾರಿಕೆ, ಕಂದಾಯ ಗ್ರಾಮಗಳನ್ನಾಗಿಸಲು ಪ್ರಾಥಮಿಕ ಹಾಗೂ ಅಂತಿಮ ಅಧಿಸೂಚನೆ, ಹಕ್ಕುಪತ್ರ ನೀಡಿಕೆ, ಹಕ್ಕುಪತ್ರ ತಂತ್ರಾಂಶ ನಿರ್ವಹಣೆ, ಹಕ್ಕುಪತ್ರ ತಿದ್ದುಪಡಿ, ಸೇರಿದಂತೆ ಮತ್ತಿತರ ವಿಷಯಗಳ ಬಗ್ಗೆ ಮಾಹಿತಿ ನೀಡಿದರು. [472,404,612,500]
cover-price: ಬೆಲೆ : 1.00 ರೂ. [380,180,435,190]
paragraph: ಮಾಹಿತಿ ಪಡೆದುಕೊಂಡು ಸರ್ಕಾರದ ಗಮನಕ್ಕೆ ತರುವುದಾಗಿ ತಿಳಿಸಿದರು. [622,839,757,862]
subscription-title: ಚಂದಾ ವಿವರ [728,32,898,54]
coeditor-role: ಸಹ ಸಂಪಾದಕರು: [629,140,677,149]
story2-headline: ಅಂಗಡಿ ಮಳಿಗೆಗಳಿಗೆ ನುಗ್ಗಿದ ಲೋಡ್ ಲಾರಿ ಮೂವರು ಸ್ಥಳದಲೇ ಸಾವು [35,664,369,682]
story2-column [334,826,466,1028]
subscription-box [726,30,900,134]
paragraph: ಪುರಸಭಾಧ್ಯಕ್ಷ ಸಿ.ಹೆಚ್.ದಯಾನಂದ್, ಪಿಎಲ್‌ಡಿ ಬ್ಯಾಂಕ್ ಅಧ್ಯಕ್ಷ ಹೆಚ್.ಆರ್.ಶಶಿಧರ್, ನಿರ್ದೇಶಕ ರಾಮಚಂದ್ರಯ್ಯ, ಕಾವೇರಿ ನೀರಾವರಿ ನಿಗಮದ ಎಇಇ ಕೀರ್ತಿ ನಾಯ್ಕ, ಎಇ ಸೌಜನ್ಯ ಸೇರಿದಂತೆ ನೀರಾವರಿ ಹೋರಾಟಗಾರರಾದ ಆಟೋ ಮಂಜುನಾಥ್, ದ್ಯಾವಿಗೆಹಳ್ಳಿ ಮಧು ಗುತ್ತಿಗೆದಾರರು ಮುಖಂಡರುಗಳು ಇದ್ದರು. [765,1368,902,1452]
email-link[interactable]: amruthavani.911@rediffmail.com [737,148,897,160]
paragraph: ಪದವಿಗಳು ಮತ್ತು ಸ್ನಾತಕೋತ್ತರ ಪದವಿಗಳಲ್ಲಿ 2024-25 ನೇ ಸಾಲಿನಲ್ಲಿ ಅತಿ ಹೆಚ್ಚು ಅಂಕ ಪಡೆದಿರುವ ವಿದ್ಯಾರ್ಥಿಗಳು ನಗರದ ಹೌಸಿಂಗ್‌ಬೋರ್ಡ್ ಬಡಾವಣೆಯಲ್ಲಿರುವ ಒಕ್ಕಲಿಗ ಸಂಘದ ಕಛೇರಿಯಲ್ಲಿ ಅರ್ಜಿ ಪಡೆದು ದೃಢೀಕೃತ ಅಂಕಪಟ್ಟಿ, ಎರಡು ಪೋಟೋ, ಆಧಾರ್ ಕಾರ್ಡ್ ಜೆರಾಕ್ಸ್‌ನೊಂದಿಗೆ ಆಗಸ್ಟ್ 15ರೊಳಗೆ ಅರ್ಜಿ ಸಲ್ಲಿಸಲು ಕೋರಲಾಗಿದೆ. [190,1166,325,1262]
email-link[interactable]: amruthavani499@gmail.com [760,134,897,146]
paragraph: ಇನ್ನೊಂದು ಭಾಗವಾದ ನವಿಲೆಕೆರೆ ಭಾಗದ ಚಾನಲ್ ಕೆಲಸಕ್ಕೆ ರೈತರು ಭೂಮಿ ನೀಡಲು ಮುಂದೆ ಬಂದಿದ್ದು ಅವರನ್ನು ವಿಶ್ವಾಸಕ್ಕೆ ಪಡೆದು ಈ ಭಾಗದ ಕೆಲಸ ಮಾಡುತ್ತೇನೆ. ರೈತರ ಭೂಸ್ವಾಧೀನಕ್ಕೆ 15 ಕೋಟಿ ಹಣ ಇದ್ದು ರೈತರು ದೊಡ್ಡ ಮನಸ್ಸು ಮಾಡಿ ತಮ್ಮ ಭೂಮಿ ಬಿಟ್ಟುಕೊಟ್ಟರೆ ಚಾನಲ್ ಕೆಲಸ ಮಾಡಿ ಈ ವರ್ಷದ ಕೊನೆಯ ವೇಳೆಗೆ ನೀರನ್ನು ಪ್ರಾಯೋಗಿಕವಾಗಿ ಹರಿಸುತ್ತೇನೆ. ಎಂದರು. [621,1234,756,1330]
subscription-row [728,54,898,67]
photo-swamiji-visit-1 [623,363,907,473]
story1-column [190,532,318,655]
story1-column [36,403,182,655]
logo-subtitle: ಕನ್ನಡ ಸಂಜೆ ದಿನಪತ್ರಿಕೆ [512,142,595,155]
top-story-box[interactable] [697,210,911,356]
editor-name: ಗಂಗಹನುಮಯ್ಯ [284,150,337,161]
top-story-headline: ಇಂದಿನಿಂದ ಪ್ರಧಾನಿ ಮೋದಿ ಯುಕೆ ಭೇಟಿ ಆರಂಭ: ಲಂಡನ್‌ನಲ್ಲಿ ಭಾರತ – ಯುಕೆ ಐತಿಹಾಸಿಕ ಮುಕ್ತ ವ್ಯಾಪಾರ ಒಪ್ಪಂದಕ್ಕೆ ಸಹಿ ಸಾಧ್ಯತೆ [42,215,234,255]
phone: ದೂ.: 0816-2275777 [489,180,571,190]
story1-headline: ಕಂದಾಯ ಗ್ರಾಮ ರಚನೆ : ವಾರದೊಳಗಾಗಿ ಪ್ರಸ್ತಾವನೆ ಸಲ್ಲಿಸಲು ಡಿ.ಸಿ. ಸೂಚನೆ [35,368,555,392]
story5-headline-line2: ಹೇಮಾವತಿ ನೀರು – ಶಾಸಕ ಸಿ.ಬಿ.ಸುರೇಶ್‌ಬಾಬು ಭರವಸೆ [453,1073,802,1095]
story4-column [190,1165,325,1410]
story2-column [36,690,182,1028]
paragraph: ತುಮಕೂರು, ಜು.23– ಜಿಲ್ಲೆಯಲ್ಲಿ ಹೊಸದಾಗಿ ಕಂದಾಯ ಗ್ರಾಮ/ಉಪ ಗ್ರಾಮ/ ಬಡಾವಣೆ ರಚನೆಗೆ ಸಂಬಂಧಿಸಿದಂತೆ ಒಂದು ವಾರದೊಳಗಾಗಿ ಪ್ರಸ್ತಾವನೆಗಳನ್ನು ಸಲ್ಲಿಸಬೇಕು ಎಂದು ಜಿಲ್ಲಾಧಿಕಾರಿ ಶುಭ ಕಲ್ಯಾಣ್ ಕಂದಾಯ ಇಲಾಖಾ ಧಿಕಾರಿಗಳಿಗೆ ಸೂಚನೆ ನೀಡಿದರು. [36,404,182,476]
story4-column [46,1165,181,1410]
sub-label: ಬಿಡಿ ಪ್ರತಿ [730,55,756,65]
paragraph: ನಗರದ ಒಕ್ಕಲಿಗ ಭವನದಲ್ಲಿ ನಡೆದ ಸುದ್ದಿಗೋಷ್ಠಿಯಲ್ಲಿ ಮಾತನಾಡಿ, ಒಕ್ಕಲಿಗ ಸಮಾಜದ ಗ್ರಾಮಾಂತರ ಪ್ರದೇಶದ ವಿದ್ಯಾರ್ಥಿಗಳಿಗೆ ಎಸ್.ಎಸ್.ಎಲ್.ಸಿ ಮತ್ತು ಪಿ.ಯು.ಸಿ ಶೇ.75 ಅಂಕ ಪಡೆದ ಮತ್ತು ತಿಪಟೂರು ನಗರ ವಿದ್ಯಾರ್ಥಿಗಳಿಗೆ ಹಾಗೂ ತಿಪಟೂರಿನಿಂದ ಬೇರೆ ಶಾಲಾ ಕಾಲೇಜುಗಳಲ್ಲಿ ವಿದ್ಯಾಭ್ಯಾಸ ಮಾಡಿದ ತಾಲ್ಲೂಕಿನ ವಿದ್ಯಾರ್ಥಿಗಳಿಗೆ ಶೇ.85% ಮತ್ತು ಎಲ್ಲಾ [46,1251,181,1360]
subscription-row [728,67,898,80]
top-story-headline: ಅವರು ಅಷ್ಟು ಸಲ ಏಕೆ ಹೇಳುತ್ತಿದ್ದಾರೆ: ಟ್ರಂಪ್ ಮಧ್ಯಸ್ಥಿಕೆ ಹೇಳಿಕೆ ಬಗ್ಗೆ ಕೇಂದ್ರವನ್ನು ಪ್ರಶ್ನಿಸಿದ ರಾಹುಲ್ ಗಾಂಧಿ [273,215,460,241]
top-story-box[interactable] [262,210,471,356]
paragraph: ಮುಂದುವರೆದು ಸಾಧ್ಯವಾದರೆ ಬೋರನ ಕಣಿವೆಗೂ ಹರಿಸಲಾಗುವುದು ಎಂದರು. [477,1210,612,1233]
photo-lorry-accident [190,690,466,822]
